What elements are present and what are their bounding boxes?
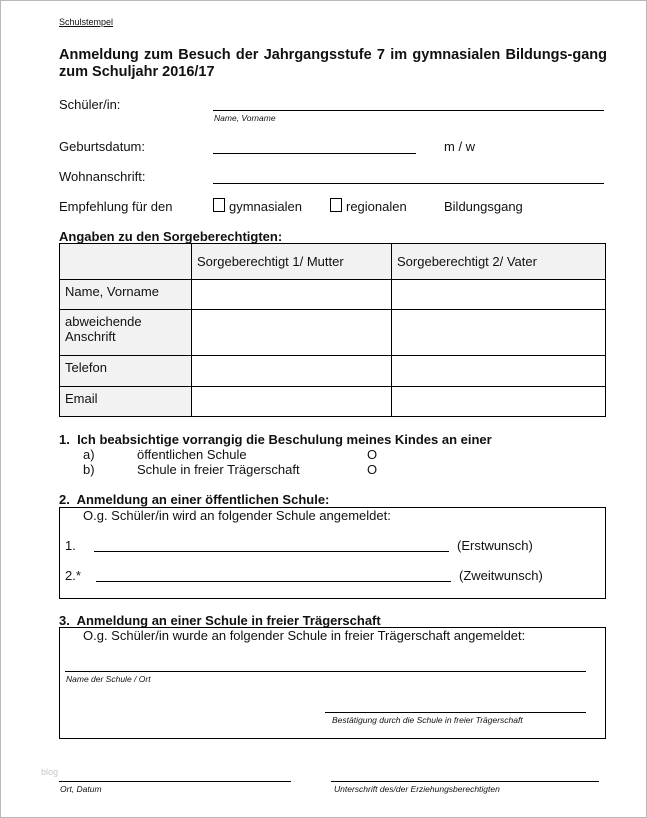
col-header-guardian1: Sorgeberechtigt 1/ Mutter xyxy=(192,244,392,280)
private-school-field[interactable] xyxy=(65,671,586,672)
section2-heading: 2. Anmeldung an einer öffentlichen Schule: xyxy=(59,492,330,507)
cell-guardian1-email[interactable] xyxy=(192,387,392,417)
cell-guardian1-name[interactable] xyxy=(192,280,392,310)
option-gymnasial[interactable] xyxy=(213,198,302,214)
bildungsgang-label: Bildungsgang xyxy=(444,199,523,214)
student-name-hint: Name, Vorname xyxy=(214,113,276,123)
cell-guardian1-phone[interactable] xyxy=(192,356,392,387)
option-a-radio[interactable]: O xyxy=(367,447,378,462)
gymnasial-checkbox[interactable] xyxy=(213,198,225,212)
student-label: Schüler/in: xyxy=(59,97,121,112)
cell-guardian2-email[interactable] xyxy=(392,387,606,417)
option-a-text: öffentlichen Schule xyxy=(137,447,247,462)
wish2-number: 2.* xyxy=(65,568,81,583)
option-b-text: Schule in freier Trägerschaft xyxy=(137,462,300,477)
option-regional[interactable] xyxy=(330,198,407,214)
wish2-label: (Zweitwunsch) xyxy=(459,568,543,583)
regional-label: regionalen xyxy=(346,199,407,214)
school-stamp-label: Schulstempel xyxy=(59,17,114,27)
place-date-field[interactable] xyxy=(59,781,291,782)
row-label-name: Name, Vorname xyxy=(60,280,192,310)
place-date-hint: Ort, Datum xyxy=(60,784,102,794)
wish1-school-field[interactable] xyxy=(94,551,449,552)
row-label-address: abweichende Anschrift xyxy=(60,310,192,356)
cell-guardian2-address[interactable] xyxy=(392,310,606,356)
wish2-school-field[interactable] xyxy=(96,581,451,582)
private-school-hint: Name der Schule / Ort xyxy=(66,674,151,684)
cell-guardian2-name[interactable] xyxy=(392,280,606,310)
form-title: Anmeldung zum Besuch der Jahrgangsstufe 7 im gymnasialen Bildungs-gang zum Schuljahr 2016/17 xyxy=(59,47,607,80)
recommendation-label: Empfehlung für den xyxy=(59,199,173,214)
gymnasial-label: gymnasialen xyxy=(229,199,302,214)
row-label-phone: Telefon xyxy=(60,356,192,387)
signature-field[interactable] xyxy=(331,781,599,782)
gender-choice[interactable]: m / w xyxy=(444,139,476,154)
option-b-letter: b) xyxy=(83,462,95,477)
address-label: Wohnanschrift: xyxy=(59,169,146,184)
section3-heading: 3. Anmeldung an einer Schule in freier Trägerschaft xyxy=(59,613,381,628)
section1-heading: 1. Ich beabsichtige vorrangig die Beschulung meines Kindes an einer xyxy=(59,432,492,447)
cell-guardian2-phone[interactable] xyxy=(392,356,606,387)
watermark-text: blog xyxy=(41,767,59,777)
option-b-radio[interactable]: O xyxy=(367,462,378,477)
wish1-number: 1. xyxy=(65,538,76,553)
address-field[interactable] xyxy=(213,183,604,184)
regional-checkbox[interactable] xyxy=(330,198,342,212)
signature-hint: Unterschrift des/der Erziehungsberechtigten xyxy=(334,784,500,794)
cell-guardian1-address[interactable] xyxy=(192,310,392,356)
confirmation-hint: Bestätigung durch die Schule in freier Trägerschaft xyxy=(332,715,523,725)
student-name-field[interactable] xyxy=(213,110,604,111)
option-a-letter: a) xyxy=(83,447,95,462)
guardians-heading: Angaben zu den Sorgeberechtigten: xyxy=(59,229,283,244)
birthdate-field[interactable] xyxy=(213,153,416,154)
wish1-label: (Erstwunsch) xyxy=(457,538,533,553)
confirmation-field[interactable] xyxy=(325,712,586,713)
guardians-table xyxy=(59,243,606,417)
row-label-email: Email xyxy=(60,387,192,417)
col-header-guardian2: Sorgeberechtigt 2/ Vater xyxy=(392,244,606,280)
table-corner-cell xyxy=(60,244,192,280)
section2-intro: O.g. Schüler/in wird an folgender Schule angemeldet: xyxy=(83,508,391,523)
section3-intro: O.g. Schüler/in wurde an folgender Schule in freier Trägerschaft angemeldet: xyxy=(83,628,526,643)
birthdate-label: Geburtsdatum: xyxy=(59,139,145,154)
